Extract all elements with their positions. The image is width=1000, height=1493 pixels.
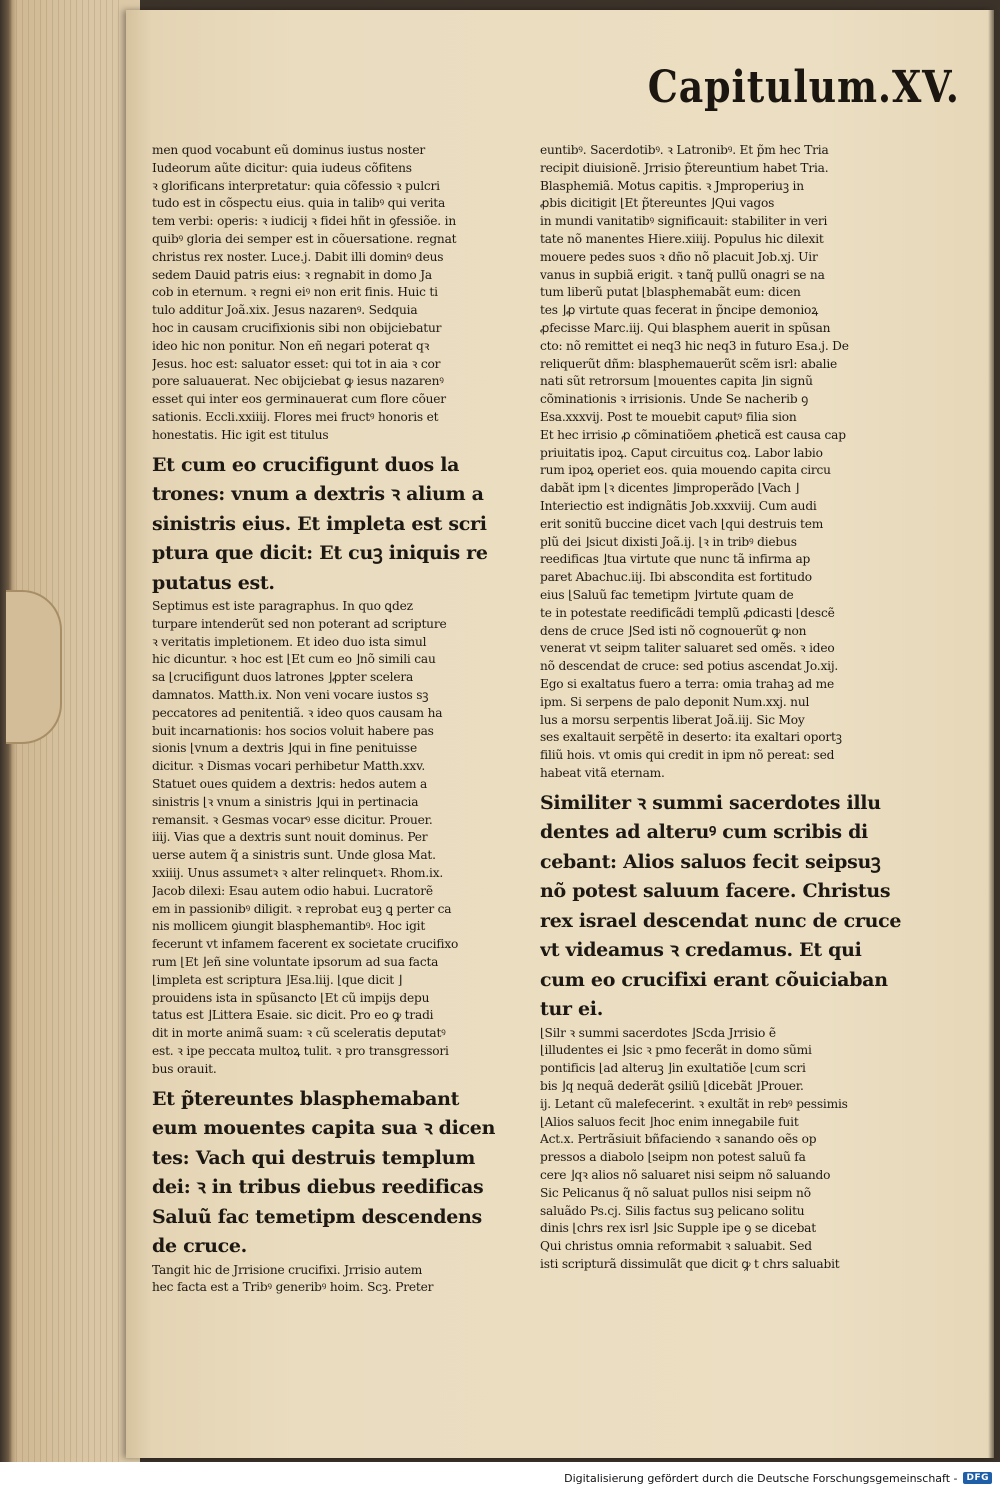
gloss-text-line: isti scripturã dissimulãt que dicit ꝙ t chrs saluabit [540, 1257, 840, 1272]
gloss-text-line: honestatis. Hic igit est titulus [152, 427, 329, 442]
gloss-text-line: buit incarnationis: hos socios voluit habere pas [152, 723, 434, 738]
gloss-text-line: Et hec irrisio ꝓ cõminatiõem ꝓheticã est causa cap [540, 427, 846, 442]
scripture-text-line: cebant: Alios saluos fecit seipsuꝫ [540, 850, 881, 873]
gloss-text-line: peccatores ad penitentiã. ꝛ ideo quos causam ha [152, 705, 443, 720]
gloss-text-line: saluãdo Ps.cj. Silis factus suꝫ pelicano solitu [540, 1203, 805, 1218]
gloss-text-line: esset qui inter eos germinauerat cum flore cõuer [152, 392, 446, 407]
gloss-text-line: Ego si exaltatus fuero a terra: omia trahaꝫ ad me [540, 676, 835, 691]
gloss-text-line: ⌊Silr ꝛ summi sacerdotes ⌋Scda Jrrisio ẽ [540, 1025, 776, 1040]
gloss-text-line: priuitatis ipoꝝ. Caput circuitus coꝝ. Labor labio [540, 445, 823, 460]
gloss-text-line: erit sonitũ buccine dicet vach ⌊qui destruis tem [540, 516, 824, 531]
gloss-text-line: em in passionibꝰ diligit. ꝛ reprobat euꝫ ꝗ perter ca [152, 901, 452, 916]
gloss-text-line: tatus est ⌋Littera Esaie. sic dicit. Pro eo ꝙ tradi [152, 1008, 434, 1023]
gloss-text-line: hoc in causam crucifixionis sibi non obijciebatur [152, 320, 442, 335]
gloss-text-line: tem verbi: operis: ꝛ iudicij ꝛ fidei hñt in ꝯfessiõe. in [152, 214, 456, 229]
gloss-text-line: venerat vt seipm taliter saluaret sed omẽs. ꝛ ideo [540, 641, 835, 656]
scripture-text-line: putatus est. [152, 571, 275, 594]
scripture-text-line: tes: Vach qui destruis templum [152, 1146, 476, 1169]
gloss-text-line: filiũ hois. vt omis qui credit in ipm nõ pereat: sed [540, 748, 835, 763]
gloss-text-line: remansit. ꝛ Gesmas vocarꝰ esse dicitur. Prouer. [152, 812, 433, 827]
gloss-text-line: eius ⌊Saluũ fac temetipm ⌋virtute quam de [540, 587, 794, 602]
gloss-text-line: Qui christus omnia reformabit ꝛ saluabit. Sed [540, 1239, 812, 1254]
gloss-text-line: pore saluauerat. Nec obijciebat ꝙ iesus nazarenꝰ [152, 374, 444, 389]
gloss-text-line: habeat vitã eternam. [540, 765, 665, 780]
gloss-text-line: tum liberũ putat ⌊blasphemabãt eum: dicen [540, 285, 801, 300]
gloss-text-line: te in potestate reedificãdi templũ ꝓdicasti ⌊descẽ [540, 605, 835, 620]
scripture-text-line: trones: vnum a dextris ꝛ alium a [152, 483, 484, 506]
gloss-text-line: ipm. Si serpens de palo deponit Num.xxj. nul [540, 694, 810, 709]
book-clasp [6, 590, 62, 744]
gloss-text-line: rum ⌊Et ⌋eñ sine voluntate ipsorum ad sua facta [152, 954, 439, 969]
gloss-text-line: cob in eternum. ꝛ regni eiꝰ non erit finis. Huic ti [152, 285, 438, 300]
scripture-text-line: de cruce. [152, 1235, 247, 1258]
gloss-text-line: tes ⌋ꝓ virtute quas fecerat in p̃ncipe demonioꝝ [540, 303, 819, 318]
scripture-text-line: nõ potest saluum facere. Christus [540, 880, 891, 903]
gloss-text-line: pressos a diabolo ⌊seipm non potest saluũ fa [540, 1150, 806, 1165]
gloss-text-line: sinistris ⌊ꝛ vnum a sinistris ⌋qui in pertinacia [152, 794, 419, 809]
gloss-text-line: lus a morsu serpentis liberat Joã.iij. Sic Moy [540, 712, 805, 727]
gloss-text-line: vanus in supbiã erigit. ꝛ tanq̃ pullũ onagri se na [540, 267, 825, 282]
gloss-text-line: rum ipoꝝ operiet eos. quia mouendo capita circu [540, 463, 831, 478]
footer-credit-text: Digitalisierung gefördert durch die Deutsche Forschungsgemeinschaft - [564, 1471, 958, 1485]
gloss-text-line: est. ꝛ ipe peccata multoꝝ tulit. ꝛ pro transgressori [152, 1043, 449, 1058]
scripture-text-line: Saluũ fac temetipm descendens [152, 1205, 482, 1228]
gloss-text-line: reedificas ⌋tua virtute que nunc tã infirma ap [540, 552, 811, 567]
gloss-text-line: plũ dei ⌋sicut dixisti Joã.ij. ⌊ꝛ in tribꝰ diebus [540, 534, 797, 549]
gloss-text-line: hic dicuntur. ꝛ hoc est ⌊Et cum eo ⌋nõ simili cau [152, 652, 436, 667]
gloss-text-line: mouere pedes suos ꝛ dño nõ placuit Job.xj. Uir [540, 249, 818, 264]
gloss-text-line: damnatos. Matth.ix. Non veni vocare iustos sꝫ [152, 688, 429, 703]
gloss-text-line: sationis. Eccli.xxiiij. Flores mei fructꝰ honoris et [152, 409, 439, 424]
left-column [152, 142, 520, 1297]
book-page [126, 10, 994, 1458]
gloss-text-line: dit in morte animã suam: ꝛ cũ sceleratis deputatꝰ [152, 1026, 446, 1041]
gloss-text-line: nis mollicem ꝯiungit blasphemantibꝰ. Hoc igit [152, 919, 426, 934]
scripture-text-line: Et p̃tereuntes blasphemabant [152, 1087, 460, 1110]
gloss-text-line: quibꝰ gloria dei semper est in cõuersatione. regnat [152, 231, 457, 246]
gloss-text-line: ij. Letant cũ malefecerint. ꝛ exultãt in rebꝰ pessimis [540, 1096, 848, 1111]
gloss-text-line: Statuet oues quidem a dextris: hedos autem a [152, 777, 428, 792]
gloss-text-line: pontificis ⌊ad alteruꝫ ⌋in exultatiõe ⌊cum scri [540, 1061, 806, 1076]
right-column [540, 142, 912, 1274]
gloss-text-line: Tangit hic de Jrrisione crucifixi. Jrrisio autem [152, 1262, 423, 1277]
gloss-text-line: ⌊Alios saluos fecit ⌋hoc enim innegabile fuit [540, 1114, 799, 1129]
gloss-text-line: cere ⌋qꝛ alios nõ saluaret nisi seipm nõ saluando [540, 1168, 831, 1183]
gloss-text-line: tulo additur Joã.xix. Jesus nazarenꝰ. Sedquia [152, 303, 418, 318]
gloss-text-line: dinis ⌊chrs rex isrl ⌋sic Supple ipe ꝯ se dicebat [540, 1221, 816, 1236]
gloss-text-line: euntibꝰ. Sacerdotibꝰ. ꝛ Latronibꝰ. Et p̃m hec Tria [540, 143, 829, 157]
gloss-text-line: recipit diuisionẽ. Jrrisio p̃tereuntium habet Tria. [540, 160, 829, 175]
gloss-text-line: dicitur. ꝛ Dismas vocari perhibetur Matth.xxv. [152, 759, 426, 774]
scripture-text-line: vt videamus ꝛ credamus. Et qui [540, 939, 862, 962]
gloss-text-line: fecerunt vt infamem facerent ex societate crucifixo [152, 937, 459, 952]
gloss-text-line: bus orauit. [152, 1061, 217, 1076]
gloss-text-line: ꝓfecisse Marc.iij. Qui blasphem auerit in spũsan [540, 320, 831, 335]
gloss-text-line: ꝓbis dicitigit ⌊Et p̃tereuntes ⌋Qui vagos [540, 196, 775, 211]
gloss-text-line: ideo hic non ponitur. Non eñ negari poterat qꝛ [152, 338, 430, 353]
gloss-text-line: Jesus. hoc est: saluator esset: qui tot in aia ꝛ cor [152, 356, 441, 371]
gloss-text-line: dens de cruce ⌋Sed isti nõ cognouerũt ꝙ non [540, 623, 807, 638]
gloss-text-line: cto: nõ remittet ei neq3 hic neq3 in futuro Esa.j. De [540, 338, 849, 353]
footer-credit-bar [564, 1470, 992, 1486]
gloss-text-line: xxiiij. Unus assumetꝛ ꝛ alter relinquetꝛ. Rhom.ix. [152, 866, 444, 880]
scripture-text-line: Et cum eo crucifigunt duos la [152, 453, 460, 476]
gloss-text-line: men quod vocabunt eũ dominus iustus noster [152, 143, 425, 157]
gloss-text-line: sedem Dauid patris eius: ꝛ regnabit in domo Ja [152, 267, 432, 282]
gloss-text-line: Blasphemiã. Motus capitis. ꝛ Jmproperiuꝫ in [540, 178, 804, 193]
gloss-text-line: ⌊illudentes ei ⌋sic ꝛ pmo fecerãt in domo sũmi [540, 1043, 812, 1058]
gloss-text-line: uerse autem q̃ a sinistris sunt. Unde glosa Mat. [152, 848, 436, 863]
gloss-text-line: cõminationis ꝛ irrisionis. Unde Se nacherib ꝯ [540, 392, 809, 407]
gloss-text-line: hec facta est a Tribꝰ generibꝰ hoim. Scꝫ. Preter [152, 1280, 434, 1295]
gloss-text-line: Jacob dilexi: Esau autem odio habui. Lucratorẽ [152, 883, 433, 898]
gloss-text-line: christus rex noster. Luce.j. Dabit illi dominꝰ deus [152, 249, 444, 264]
gloss-text-line: Iudeorum aũte dicitur: quia iudeus cõfitens [152, 160, 412, 175]
gloss-text-line: ꝛ glorificans interpretatur: quia cõfessio ꝛ pulcri [152, 178, 440, 193]
gloss-text-line: tate nõ manentes Hiere.xiiij. Populus hic dilexit [540, 231, 824, 246]
gloss-text-line: in mundi vanitatibꝰ significauit: stabiliter in veri [540, 214, 828, 229]
scripture-text-line: rex israel descendat nunc de cruce [540, 909, 902, 932]
scripture-text-line: cum eo crucifixi erant cõuiciaban [540, 968, 888, 991]
dfg-logo: DFG [963, 1472, 992, 1484]
gloss-text-line: Esa.xxxvij. Post te mouebit caputꝰ filia sion [540, 409, 797, 424]
gloss-text-line: nati sũt retrorsum ⌊mouentes capita ⌋in signũ [540, 374, 813, 389]
gloss-text-line: sionis ⌊vnum a dextris ⌋qui in fine penituisse [152, 741, 417, 756]
gloss-text-line: reliquerũt dñm: blasphemauerũt scẽm isrl: abalie [540, 356, 838, 371]
gloss-text-line: ses exaltauit serpẽtẽ in deserto: ita exaltari oportꝫ [540, 730, 842, 745]
scripture-text-line: ptura que dicit: Et cuꝫ iniquis re [152, 542, 488, 565]
chapter-heading: Capitulum.XV. [647, 62, 960, 113]
gloss-text-line: dabãt ipm ⌊ꝛ dicentes ⌋improperãdo ⌊Vach ⌋ [540, 481, 800, 496]
gloss-text-line: Act.x. Pertrãsiuit bñfaciendo ꝛ sanando oẽs op [540, 1132, 817, 1147]
scripture-text-line: Similiter ꝛ summi sacerdotes illu [540, 791, 881, 814]
gloss-text-line: Sic Pelicanus q̃ nõ saluat pullos nisi seipm nõ [540, 1185, 811, 1200]
gloss-text-line: nõ descendat de cruce: sed potius ascendat Jo.xij. [540, 659, 839, 674]
gloss-text-line: sa ⌊crucifigunt duos latrones ⌋ꝓpter scelera [152, 670, 414, 685]
gloss-text-line: ⌊impleta est scriptura ⌋Esa.liij. ⌊que dicit ⌋ [152, 972, 403, 987]
gloss-text-line: Interiectio est indignãtis Job.xxxviij. Cum audi [540, 498, 817, 513]
gloss-text-line: turpare intenderũt sed non poterant ad scripture [152, 616, 447, 631]
gloss-text-line: iiij. Vias que a dextris sunt nouit dominus. Per [152, 830, 428, 845]
scripture-text-line: dentes ad alteruꝰ cum scribis di [540, 821, 868, 844]
scripture-text-line: tur ei. [540, 998, 604, 1021]
gloss-text-line: tudo est in cõspectu eius. quia in talibꝰ qui verita [152, 196, 446, 211]
scripture-text-line: dei: ꝛ in tribus diebus reedificas [152, 1176, 484, 1199]
gloss-text-line: ꝛ veritatis impletionem. Et ideo duo ista simul [152, 634, 427, 649]
gloss-text-line: prouidens ista in spũsancto ⌊Et cũ impijs depu [152, 990, 430, 1005]
gloss-text-line: paret Abachuc.iij. Ibi abscondita est fortitudo [540, 570, 812, 585]
gloss-text-line: bis ⌋q nequã dederãt ꝯsiliũ ⌊dicebãt ⌋Prouer. [540, 1079, 804, 1094]
scripture-text-line: eum mouentes capita sua ꝛ dicen [152, 1117, 496, 1140]
gloss-text-line: Septimus est iste paragraphus. In quo ꝗdez [152, 599, 413, 614]
scripture-text-line: sinistris eius. Et impleta est scri [152, 512, 487, 535]
